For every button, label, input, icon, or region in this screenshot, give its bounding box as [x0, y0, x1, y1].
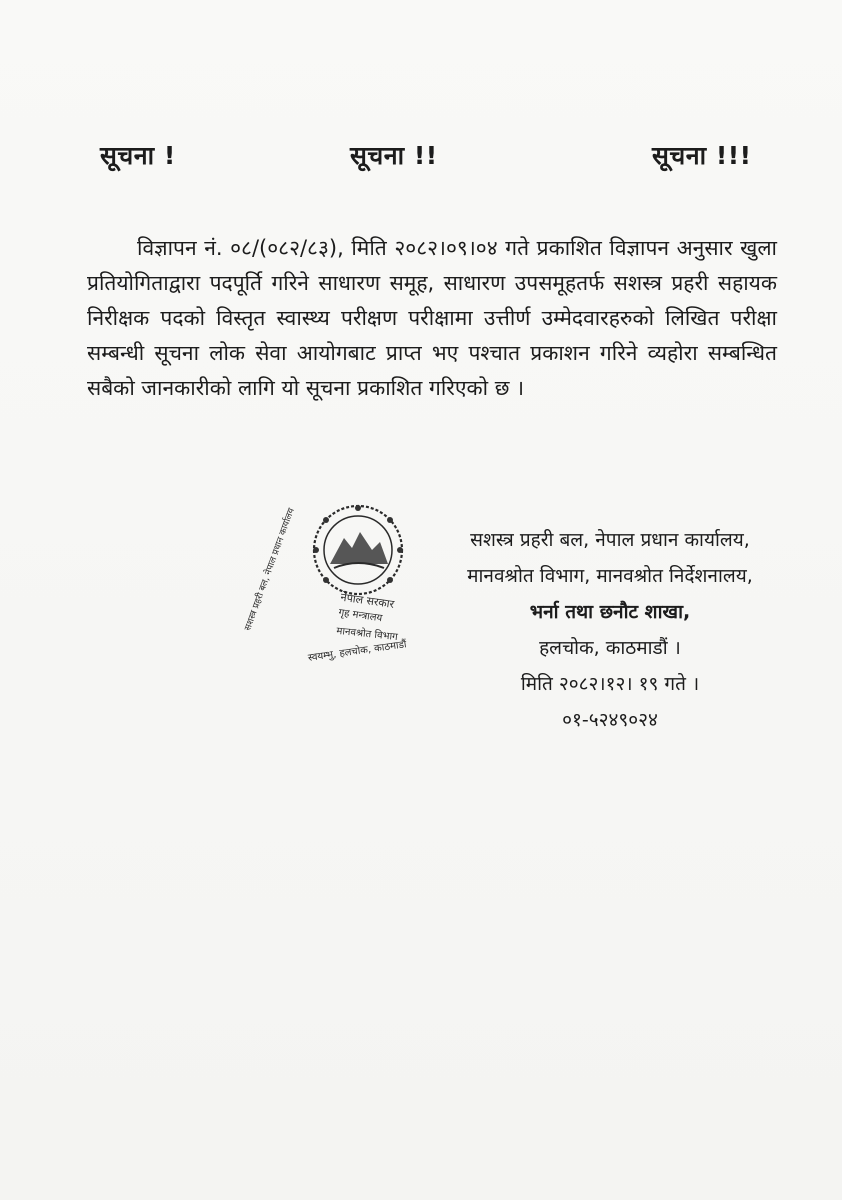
notice-headings	[0, 138, 842, 178]
seal-text-line-2: गृह मन्त्रालय	[337, 607, 383, 625]
seal-text-line-1: नेपाल सरकार	[339, 590, 395, 611]
signature-line-date: मिति २०८२।१२। १९ गते ।	[520, 673, 700, 695]
seal-text-line-5: स्वयम्भु, हलचोक, काठमाडौं	[307, 639, 408, 664]
signature-line-section: भर्ना तथा छनौट शाखा,	[529, 601, 691, 623]
seal-text-line-3: सशस्त्र प्रहरी बल, नेपाल प्रधान कार्यालय	[243, 506, 297, 633]
notice-heading-right: सूचना !!!	[652, 141, 752, 170]
seal-text-line-4: मानवश्रोत विभाग	[335, 625, 399, 644]
signature-line-department: मानवश्रोत विभाग, मानवश्रोत निर्देशनालय,	[467, 565, 753, 587]
notice-heading-left: सूचना !	[100, 141, 176, 170]
notice-heading-center: सूचना !!	[350, 141, 438, 170]
signature-line-office: सशस्त्र प्रहरी बल, नेपाल प्रधान कार्यालय,	[470, 529, 750, 551]
signature-block	[430, 522, 790, 738]
signature-line-phone: ०१-५२४९०२४	[562, 709, 658, 731]
notice-body-paragraph: विज्ञापन नं. ०८/(०८२/८३), मिति २०८२।०९।०४ गते प्रकाशित विज्ञापन अनुसार खुला प्रतियोगिताद्वारा पदपूर्ति गरिने साधारण समूह, साधारण उपसमूहतर्फ सशस्त्र प्रहरी सहायक निरीक्षक पदको विस्तृत स्वास्थ्य परीक्षण परीक्षामा उत्तीर्ण उम्मेदवारहरुको लिखित परीक्षा सम्बन्धी सूचना लोक सेवा आयोगबाट प्राप्त भए पश्चात प्रकाशन गरिने व्यहोरा सम्बन्धित सबैको जानकारीको लागि यो सूचना प्रकाशित गरिएको छ ।	[87, 236, 777, 400]
signature-line-location: हलचोक, काठमाडौं ।	[539, 637, 681, 659]
